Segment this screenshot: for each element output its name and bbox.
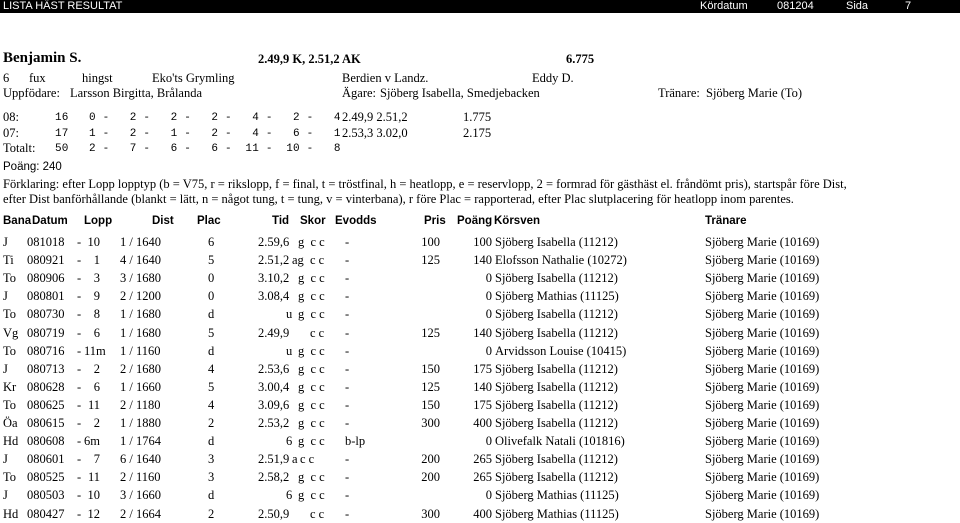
table-row bbox=[0, 486, 960, 504]
cell-tranare: Sjöberg Marie (10169) bbox=[705, 253, 820, 268]
cell-tranare: Sjöberg Marie (10169) bbox=[705, 271, 820, 286]
horse-sire: Eko'ts Grymling bbox=[152, 71, 235, 85]
cell-datum: 080719 bbox=[27, 325, 65, 340]
table-row bbox=[0, 233, 960, 251]
cell-korsven: Sjöberg Isabella (11212) bbox=[495, 397, 618, 412]
cell-evodds: - bbox=[345, 416, 350, 430]
cell-dist: 3 / 1660 bbox=[120, 488, 161, 503]
cell-tid: u bbox=[286, 343, 293, 358]
cell-evodds: - bbox=[345, 379, 350, 394]
cell-korsven: Sjöberg Isabella (11212) bbox=[495, 271, 618, 286]
cell-lopp: 11 bbox=[87, 397, 100, 412]
cell-datum: 080716 bbox=[27, 343, 65, 358]
horse-damsire: Eddy D. bbox=[532, 71, 574, 85]
table-row bbox=[0, 396, 960, 414]
cell-plac: d bbox=[208, 343, 215, 358]
cell-plac: 3 bbox=[208, 470, 215, 485]
cell-dash: - bbox=[77, 325, 82, 340]
cell-bana: Hd bbox=[3, 506, 19, 521]
cell-plac: 2 bbox=[208, 416, 215, 430]
cell-datum: 080730 bbox=[27, 307, 65, 322]
cell-lopp: 2 bbox=[93, 416, 100, 430]
stats-money-07: 2.175 bbox=[463, 126, 492, 140]
cell-plac: 6 bbox=[208, 235, 215, 249]
col-header-plac: Plac bbox=[197, 215, 221, 227]
cell-pris: 300 bbox=[421, 416, 440, 430]
cell-bana: Kr bbox=[3, 379, 17, 394]
table-row bbox=[0, 305, 960, 323]
cell-pris: 200 bbox=[421, 470, 440, 485]
cell-dist: 2 / 1200 bbox=[120, 289, 161, 304]
col-header-datum: Datum bbox=[32, 215, 68, 227]
cell-dash: - bbox=[77, 361, 82, 376]
cell-dist: 1 / 1680 bbox=[120, 307, 161, 322]
cell-poang: 175 bbox=[473, 361, 492, 376]
cell-poang: 140 bbox=[473, 325, 492, 340]
cell-bana: J bbox=[3, 289, 8, 304]
col-header-skor: Skor bbox=[300, 215, 326, 227]
cell-tid: 2.49,9 bbox=[258, 325, 290, 340]
horse-age: 6 bbox=[3, 71, 10, 85]
cell-skor: g c c bbox=[298, 271, 325, 286]
cell-korsven: Sjöberg Mathias (11125) bbox=[495, 506, 619, 521]
cell-dash: - bbox=[77, 343, 82, 358]
table-row bbox=[0, 287, 960, 305]
cell-datum: 080525 bbox=[27, 470, 65, 485]
stats-money-08: 1.775 bbox=[463, 110, 492, 124]
legend bbox=[3, 177, 953, 207]
cell-plac: 5 bbox=[208, 379, 215, 394]
cell-poang: 0 bbox=[485, 289, 492, 304]
owner-value: Sjöberg Isabella, Smedjebacken bbox=[380, 86, 540, 100]
cell-bana: Öa bbox=[3, 416, 18, 430]
cell-ag: a bbox=[292, 452, 298, 467]
cell-datum: 080503 bbox=[27, 488, 65, 503]
cell-tranare: Sjöberg Marie (10169) bbox=[705, 452, 820, 467]
cell-tranare: Sjöberg Marie (10169) bbox=[705, 488, 820, 503]
cell-poang: 400 bbox=[473, 506, 492, 521]
cell-korsven: Sjöberg Isabella (11212) bbox=[495, 325, 618, 340]
horse-gender: hingst bbox=[82, 71, 113, 85]
cell-plac: 5 bbox=[208, 253, 215, 268]
cell-plac: 0 bbox=[208, 289, 215, 304]
cell-lopp: 6m bbox=[84, 434, 100, 449]
stats-label-total: Totalt: bbox=[3, 141, 36, 155]
cell-dash: - bbox=[77, 470, 82, 485]
horse-color: fux bbox=[29, 71, 46, 85]
cell-bana: J bbox=[3, 488, 8, 503]
cell-datum: 080427 bbox=[27, 506, 65, 521]
cell-lopp: 10 bbox=[87, 488, 100, 503]
cell-skor: g c c bbox=[298, 343, 325, 358]
cell-skor: g c c bbox=[298, 379, 325, 394]
cell-datum: 080608 bbox=[27, 434, 65, 449]
cell-datum: 080625 bbox=[27, 397, 65, 412]
cell-korsven: Elofsson Nathalie (10272) bbox=[495, 253, 627, 268]
cell-skor: g c c bbox=[298, 361, 325, 376]
cell-lopp: 7 bbox=[93, 452, 100, 467]
cell-korsven: Sjöberg Isabella (11212) bbox=[495, 235, 618, 249]
cell-tranare: Sjöberg Marie (10169) bbox=[705, 361, 820, 376]
cell-skor: g c c bbox=[298, 470, 325, 485]
horse-earnings: 6.775 bbox=[566, 52, 595, 66]
cell-bana: To bbox=[3, 470, 17, 485]
cell-skor: c c bbox=[310, 325, 325, 340]
horse-name: Benjamin S. bbox=[3, 50, 82, 66]
cell-tid: 3.10,2 bbox=[258, 271, 290, 286]
cell-plac: 3 bbox=[208, 452, 215, 467]
cell-bana: J bbox=[3, 452, 8, 467]
cell-tid: 2.53,2 bbox=[258, 416, 290, 430]
cell-tid: 2.53,6 bbox=[258, 361, 290, 376]
trainer-value: Sjöberg Marie (To) bbox=[706, 86, 803, 100]
cell-datum: 080906 bbox=[27, 271, 65, 286]
cell-poang: 265 bbox=[473, 470, 492, 485]
cell-pris: 125 bbox=[421, 325, 440, 340]
cell-skor: c c bbox=[300, 452, 315, 467]
table-row bbox=[0, 468, 960, 486]
cell-pris: 100 bbox=[421, 235, 440, 249]
col-header-bana: Bana bbox=[3, 215, 32, 227]
cell-skor: g c c bbox=[298, 307, 325, 322]
col-header-lopp: Lopp bbox=[84, 215, 113, 227]
cell-dash: - bbox=[77, 379, 82, 394]
cell-lopp: 8 bbox=[93, 307, 100, 322]
cell-poang: 265 bbox=[473, 452, 492, 467]
cell-dash: - bbox=[77, 452, 82, 467]
table-row bbox=[0, 251, 960, 269]
cell-evodds: - bbox=[345, 452, 350, 467]
cell-datum: 080801 bbox=[27, 289, 65, 304]
cell-evodds: - bbox=[345, 325, 350, 340]
cell-dash: - bbox=[77, 235, 82, 249]
cell-dist: 2 / 1680 bbox=[120, 361, 161, 376]
kordatum-label: Kördatum bbox=[700, 0, 748, 12]
cell-dist: 2 / 1664 bbox=[120, 506, 161, 521]
cell-tid: u bbox=[286, 307, 293, 322]
cell-skor: g c c bbox=[298, 235, 325, 249]
cell-poang: 0 bbox=[485, 271, 492, 286]
cell-bana: To bbox=[3, 307, 17, 322]
cell-pris: 125 bbox=[421, 379, 440, 394]
cell-tranare: Sjöberg Marie (10169) bbox=[705, 416, 820, 430]
cell-korsven: Sjöberg Isabella (11212) bbox=[495, 307, 618, 322]
col-header-dist: Dist bbox=[152, 215, 174, 227]
cell-lopp: 9 bbox=[93, 289, 100, 304]
cell-lopp: 2 bbox=[93, 361, 100, 376]
cell-lopp: 10 bbox=[87, 235, 100, 249]
cell-korsven: Sjöberg Mathias (11125) bbox=[495, 488, 619, 503]
trainer-label: Tränare: bbox=[658, 86, 700, 100]
cell-tid: 3.08,4 bbox=[258, 289, 290, 304]
stats-label-07: 07: bbox=[3, 126, 19, 140]
cell-tid: 6 bbox=[286, 488, 293, 503]
table-row bbox=[0, 342, 960, 360]
cell-plac: d bbox=[208, 307, 215, 322]
cell-pris: 200 bbox=[421, 452, 440, 467]
cell-datum: 080713 bbox=[27, 361, 65, 376]
cell-tid: 2.50,9 bbox=[258, 506, 290, 521]
cell-lopp: 3 bbox=[93, 271, 100, 286]
cell-dash: - bbox=[77, 253, 82, 268]
cell-korsven: Arvidsson Louise (10415) bbox=[495, 343, 627, 358]
cell-skor: g c c bbox=[298, 434, 325, 449]
table-row bbox=[0, 360, 960, 378]
table-row bbox=[0, 450, 960, 468]
cell-dist: 1 / 1160 bbox=[120, 343, 161, 358]
cell-poang: 140 bbox=[473, 379, 492, 394]
cell-tid: 3.09,6 bbox=[258, 397, 290, 412]
cell-tranare: Sjöberg Marie (10169) bbox=[705, 343, 820, 358]
cell-lopp: 12 bbox=[87, 506, 100, 521]
cell-dash: - bbox=[77, 434, 82, 449]
cell-poang: 400 bbox=[473, 416, 492, 430]
cell-plac: d bbox=[208, 488, 215, 503]
table-row bbox=[0, 378, 960, 396]
cell-poang: 140 bbox=[473, 253, 492, 268]
cell-dash: - bbox=[77, 271, 82, 286]
cell-lopp: 6 bbox=[93, 379, 100, 394]
cell-evodds: - bbox=[345, 289, 350, 304]
cell-dash: - bbox=[77, 506, 82, 521]
table-row bbox=[0, 324, 960, 342]
cell-tid: 2.59,6 bbox=[258, 235, 290, 249]
cell-bana: Vg bbox=[3, 325, 19, 340]
cell-poang: 0 bbox=[485, 488, 492, 503]
breeder-value: Larsson Birgitta, Brålanda bbox=[70, 86, 203, 100]
cell-datum: 080601 bbox=[27, 452, 65, 467]
stats-label-08: 08: bbox=[3, 110, 19, 124]
cell-poang: 0 bbox=[485, 343, 492, 358]
cell-korsven: Olivefalk Natali (101816) bbox=[495, 434, 625, 449]
stats-record-07: 2.53,3 3.02,0 bbox=[342, 126, 408, 140]
cell-lopp: 6 bbox=[93, 325, 100, 340]
cell-poang: 0 bbox=[485, 307, 492, 322]
cell-tranare: Sjöberg Marie (10169) bbox=[705, 397, 820, 412]
cell-evodds: - bbox=[345, 343, 350, 358]
cell-tranare: Sjöberg Marie (10169) bbox=[705, 289, 820, 304]
cell-dist: 2 / 1180 bbox=[120, 397, 161, 412]
col-header-korsven: Körsven bbox=[494, 215, 541, 227]
col-header-pris: Pris bbox=[424, 215, 446, 227]
cell-plac: 2 bbox=[208, 506, 215, 521]
cell-plac: 0 bbox=[208, 271, 215, 286]
cell-evodds: - bbox=[345, 488, 350, 503]
cell-evodds: - bbox=[345, 307, 350, 322]
cell-pris: 150 bbox=[421, 361, 440, 376]
cell-dash: - bbox=[77, 416, 82, 430]
cell-poang: 100 bbox=[473, 235, 492, 249]
cell-datum: 081018 bbox=[27, 235, 65, 249]
cell-skor: c c bbox=[310, 506, 325, 521]
cell-skor: g c c bbox=[298, 397, 325, 412]
report-title: LISTA HÄST RESULTAT bbox=[3, 0, 123, 12]
cell-dist: 1 / 1660 bbox=[120, 379, 161, 394]
cell-korsven: Sjöberg Isabella (11212) bbox=[495, 416, 618, 430]
sida-label: Sida bbox=[846, 0, 869, 12]
cell-bana: To bbox=[3, 343, 17, 358]
table-row bbox=[0, 269, 960, 287]
cell-skor: c c bbox=[310, 253, 325, 268]
cell-dash: - bbox=[77, 289, 82, 304]
cell-evodds: b-lp bbox=[345, 434, 366, 449]
cell-evodds: - bbox=[345, 253, 350, 268]
cell-evodds: - bbox=[345, 470, 350, 485]
horse-dam: Berdien v Landz. bbox=[342, 71, 429, 85]
cell-tranare: Sjöberg Marie (10169) bbox=[705, 379, 820, 394]
stats-line-total: 50 2 - 7 - 6 - 6 - 11 - 10 - 8 bbox=[55, 143, 341, 155]
cell-datum: 080615 bbox=[27, 416, 65, 430]
cell-bana: To bbox=[3, 397, 17, 412]
cell-lopp: 11 bbox=[87, 470, 100, 485]
owner-label: Ägare: bbox=[342, 86, 377, 100]
cell-poang: 0 bbox=[485, 434, 492, 449]
cell-evodds: - bbox=[345, 361, 350, 376]
cell-bana: J bbox=[3, 235, 8, 249]
cell-dist: 1 / 1880 bbox=[120, 416, 161, 430]
cell-dist: 4 / 1640 bbox=[120, 253, 161, 268]
cell-dash: - bbox=[77, 488, 82, 503]
col-header-evodds: Evodds bbox=[335, 215, 377, 227]
cell-lopp: 1 bbox=[93, 253, 100, 268]
cell-tranare: Sjöberg Marie (10169) bbox=[705, 307, 820, 322]
cell-tranare: Sjöberg Marie (10169) bbox=[705, 235, 820, 249]
horse-record: 2.49,9 K, 2.51,2 AK bbox=[258, 52, 361, 66]
cell-bana: Hd bbox=[3, 434, 19, 449]
cell-evodds: - bbox=[345, 235, 350, 249]
legend-line-2: efter Dist banförhållande (blankt = lätt, n = något tung, t = tung, v = vinterbana), r före Plac = rapporterad, efter Plac slutplacering för heatlopp inom parentes. bbox=[3, 192, 794, 206]
cell-evodds: - bbox=[345, 397, 350, 412]
cell-pris: 125 bbox=[421, 253, 440, 268]
cell-plac: 4 bbox=[208, 361, 215, 376]
cell-lopp: 11m bbox=[84, 343, 106, 358]
cell-dist: 3 / 1680 bbox=[120, 271, 161, 286]
cell-plac: 4 bbox=[208, 397, 215, 412]
cell-korsven: Sjöberg Isabella (11212) bbox=[495, 470, 618, 485]
cell-dash: - bbox=[77, 307, 82, 322]
col-header-tranare: Tränare bbox=[705, 215, 747, 227]
stats-record-08: 2.49,9 2.51,2 bbox=[342, 110, 408, 124]
stats-line-08: 16 0 - 2 - 2 - 2 - 4 - 2 - 4 bbox=[55, 112, 341, 124]
table-row bbox=[0, 414, 960, 432]
cell-pris: 300 bbox=[421, 506, 440, 521]
report-header-bar bbox=[0, 0, 960, 13]
cell-skor: g c c bbox=[298, 488, 325, 503]
breeder-label: Uppfödare: bbox=[3, 86, 60, 100]
cell-tranare: Sjöberg Marie (10169) bbox=[705, 325, 820, 340]
cell-tranare: Sjöberg Marie (10169) bbox=[705, 434, 820, 449]
sida-value: 7 bbox=[905, 0, 912, 12]
cell-korsven: Sjöberg Mathias (11125) bbox=[495, 289, 619, 304]
cell-dash: - bbox=[77, 397, 82, 412]
cell-datum: 080628 bbox=[27, 379, 65, 394]
cell-tid: 3.00,4 bbox=[258, 379, 290, 394]
kordatum-value: 081204 bbox=[777, 0, 814, 12]
cell-tid: 6 bbox=[286, 434, 293, 449]
cell-bana: To bbox=[3, 271, 17, 286]
cell-korsven: Sjöberg Isabella (11212) bbox=[495, 361, 618, 376]
cell-pris: 150 bbox=[421, 397, 440, 412]
table-row bbox=[0, 505, 960, 523]
table-row bbox=[0, 432, 960, 450]
cell-bana: J bbox=[3, 361, 8, 376]
cell-korsven: Sjöberg Isabella (11212) bbox=[495, 452, 618, 467]
cell-tid: 2.58,2 bbox=[258, 470, 290, 485]
cell-dist: 1 / 1640 bbox=[120, 235, 161, 249]
cell-plac: 5 bbox=[208, 325, 215, 340]
cell-dist: 1 / 1764 bbox=[120, 434, 161, 449]
cell-ag: ag bbox=[292, 253, 304, 268]
cell-tid: 2.51,2 bbox=[258, 253, 290, 268]
cell-skor: g c c bbox=[298, 416, 325, 430]
cell-evodds: - bbox=[345, 506, 350, 521]
cell-plac: d bbox=[208, 434, 215, 449]
cell-bana: Ti bbox=[3, 253, 14, 268]
cell-dist: 1 / 1680 bbox=[120, 325, 161, 340]
cell-poang: 175 bbox=[473, 397, 492, 412]
col-header-poang: Poäng bbox=[457, 215, 493, 227]
cell-dist: 2 / 1160 bbox=[120, 470, 161, 485]
cell-tranare: Sjöberg Marie (10169) bbox=[705, 506, 820, 521]
cell-datum: 080921 bbox=[27, 253, 65, 268]
cell-evodds: - bbox=[345, 271, 350, 286]
points-total: Poäng: 240 bbox=[3, 161, 62, 173]
cell-skor: g c c bbox=[298, 289, 325, 304]
legend-line-1: Förklaring: efter Lopp lopptyp (b = V75, r = rikslopp, f = final, t = tröstfinal, h = heatlopp, e = reservlopp, 2 = formrad för gästhäst el. fråndömt pris), startspår före Dist, bbox=[3, 177, 847, 191]
cell-dist: 6 / 1640 bbox=[120, 452, 161, 467]
stats-line-07: 17 1 - 2 - 1 - 2 - 4 - 6 - 1 bbox=[55, 128, 341, 140]
cell-korsven: Sjöberg Isabella (11212) bbox=[495, 379, 618, 394]
col-header-tid: Tid bbox=[272, 215, 290, 227]
cell-tranare: Sjöberg Marie (10169) bbox=[705, 470, 820, 485]
cell-tid: 2.51,9 bbox=[258, 452, 290, 467]
